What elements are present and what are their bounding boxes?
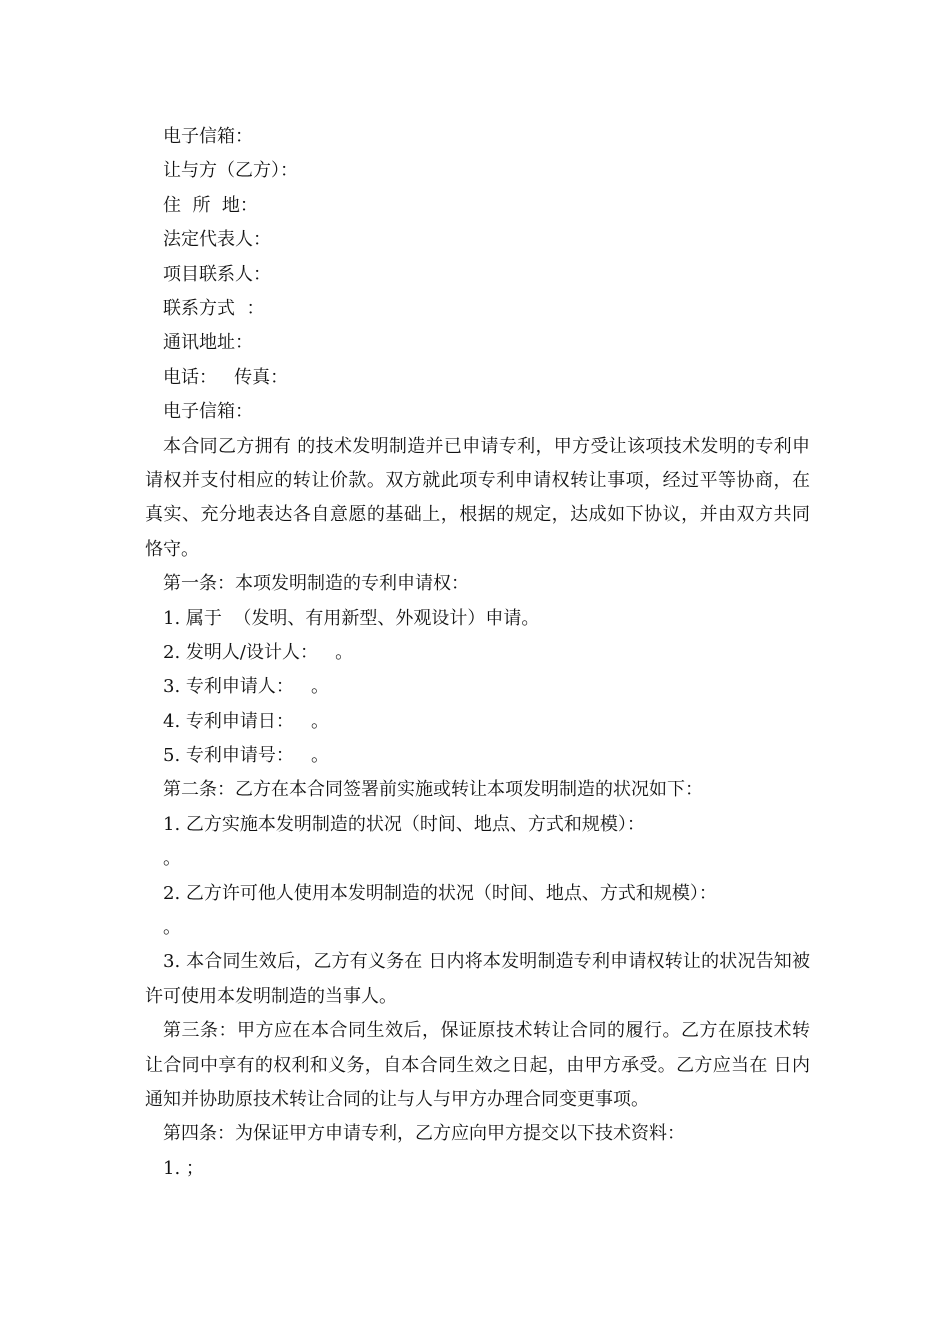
article-2-item-2: 2. 乙方许可他人使用本发明制造的状况（时间、地点、方式和规模）： [163, 882, 717, 904]
party-b-email-label: 电子信箱： [163, 401, 253, 423]
address-label: 住 所 地： [163, 194, 258, 216]
phone-fax-label: 电话： 传真： [163, 366, 289, 388]
article-1-item-2: 2. 发明人/设计人： 。 [163, 641, 354, 663]
party-b-heading: 让与方（乙方）： [163, 160, 298, 182]
article-2-item-2-cont: 。 [163, 917, 181, 939]
mailing-address-label: 通讯地址： [163, 332, 253, 354]
article-4-item-1: 1. ； [163, 1157, 204, 1179]
party-a-email-label: 电子信箱： [163, 126, 253, 147]
article-3: 第三条：甲方应在本合同生效后，保证原技术转让合同的履行。乙方在原技术转让合同中享有的权利和义务，自本合同生效之日起，由甲方承受。乙方应当在 日内通知并协助原技术转让合同的让与人与甲方办理合同变更事项。 [145, 1020, 810, 1111]
article-2-item-1: 1. 乙方实施本发明制造的状况（时间、地点、方式和规模）： [163, 813, 645, 835]
contact-method-label: 联系方式 ： [163, 297, 265, 319]
project-contact-label: 项目联系人： [163, 263, 271, 285]
article-1-item-3: 3. 专利申请人： 。 [163, 676, 330, 698]
article-1-item-5: 5. 专利申请号： 。 [163, 745, 330, 767]
article-1-title: 第一条：本项发明制造的专利申请权： [163, 573, 469, 595]
article-2-item-3: 3. 本合同生效后，乙方有义务在 日内将本发明制造专利申请权转让的状况告知被许可使用本发明制造的当事人。 [145, 951, 810, 1007]
article-1-item-1: 1. 属于 （发明、有用新型、外观设计）申请。 [163, 607, 540, 629]
article-1-item-4: 4. 专利申请日： 。 [163, 710, 330, 732]
article-2-title: 第二条：乙方在本合同签署前实施或转让本项发明制造的状况如下： [163, 779, 703, 801]
article-4-title: 第四条：为保证甲方申请专利，乙方应向甲方提交以下技术资料： [163, 1123, 685, 1145]
intro-paragraph: 本合同乙方拥有 的技术发明制造并已申请专利，甲方受让该项技术发明的专利申请权并支付相应的转让价款。双方就此项专利申请权转让事项，经过平等协商，在真实、充分地表达各自意愿的基础上，根据的规定，达成如下协议，并由双方共同恪守。 [145, 435, 810, 560]
article-2-item-1-cont: 。 [163, 848, 181, 870]
legal-rep-label: 法定代表人： [163, 229, 271, 251]
document-body [145, 120, 810, 1186]
